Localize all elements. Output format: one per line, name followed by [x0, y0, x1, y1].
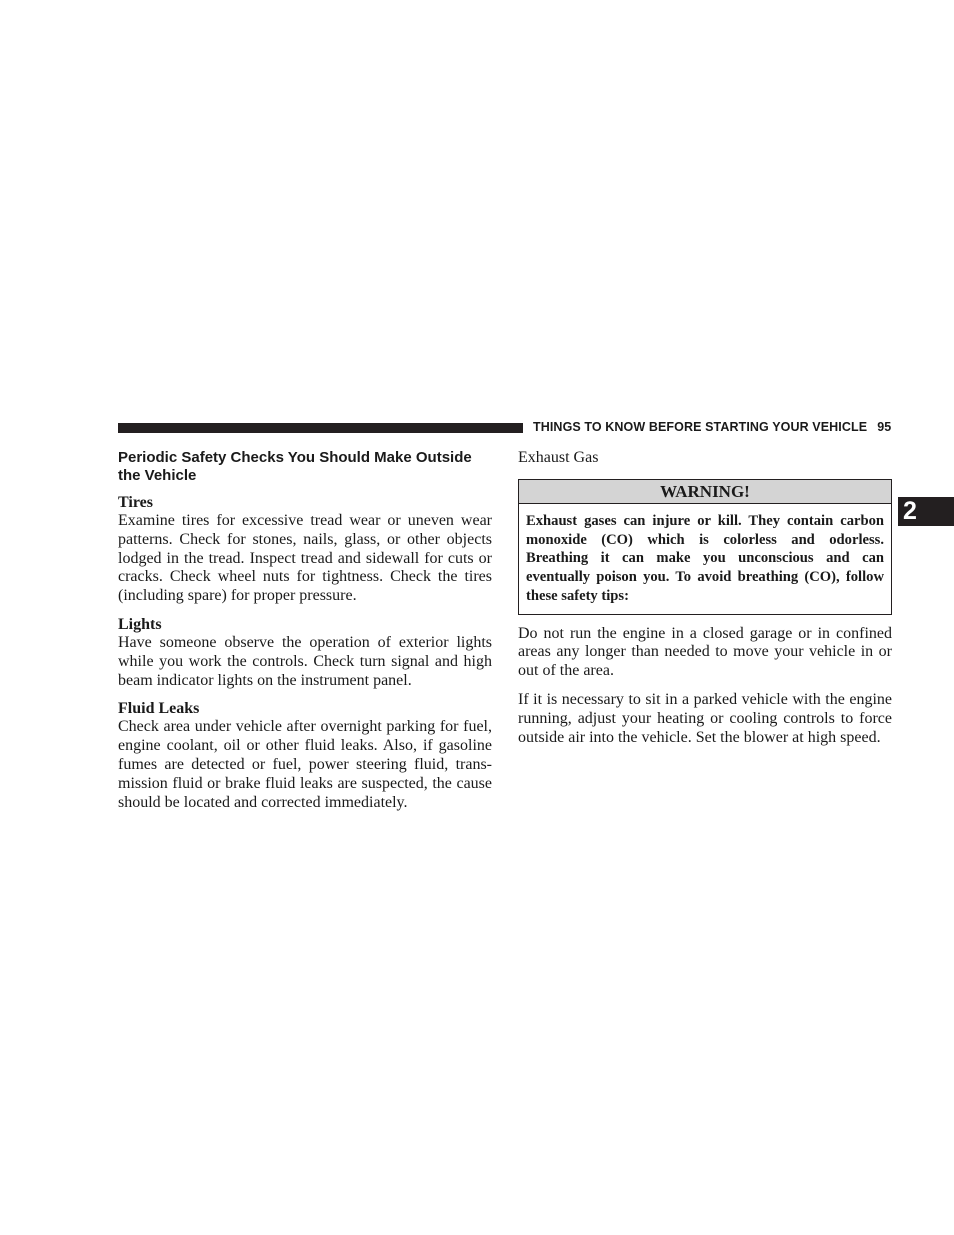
subsection-heading-fluid-leaks: Fluid Leaks [118, 700, 200, 718]
chapter-tab: 2 [898, 497, 954, 526]
left-column [118, 449, 492, 822]
subsection-text-tires: Examine tires for excessive tread wear or uneven wear patterns. Check for stones, nails, glass, or other objects lodged in the tread. Inspect tread and sidewall for cuts or cracks. Check wheel nuts for tightness. Check the tires (including spare) for proper pressure. [118, 512, 492, 605]
exhaust-paragraph-1: Do not run the engine in a closed garage or in confined areas any longer than needed to move your vehicle in or out of the area. [518, 624, 892, 680]
subsection-heading-tires: Tires [118, 494, 153, 511]
chapter-title: THINGS TO KNOW BEFORE STARTING YOUR VEHICLE [533, 420, 868, 434]
page-number: 95 [877, 420, 892, 434]
warning-box [518, 479, 892, 615]
header-rule [118, 423, 523, 433]
warning-title: WARNING! [519, 480, 891, 504]
exhaust-gas-heading: Exhaust Gas [518, 449, 599, 466]
subsection-text-fluid-leaks: Check area under vehicle after overnight parking for fuel, engine coolant, oil or other fluid leaks. Also, if gasoline fumes are detected or fuel, power steering fluid, trans-mission fluid or brake fluid leaks are suspected, the cause should be located and corrected immediately. [118, 718, 492, 811]
exhaust-paragraph-2: If it is necessary to sit in a parked vehicle with the engine running, adjust your heating or cooling controls to force outside air into the vehicle. Set the blower at high speed. [518, 690, 892, 746]
running-header [533, 420, 891, 434]
subsection-heading-lights: Lights [118, 615, 162, 633]
subsection-text-lights: Have someone observe the operation of exterior lights while you work the controls. Check turn signal and high beam indicator lights on the instrument panel. [118, 633, 492, 689]
section-title: Periodic Safety Checks You Should Make Outside the Vehicle [118, 449, 472, 484]
right-column [518, 449, 892, 757]
warning-text: Exhaust gases can injure or kill. They contain carbon monoxide (CO) which is colorless and odorless. Breathing it can make you unconscious and can eventually poison you. To avoid breathing (CO), follow these safety tips: [526, 513, 884, 604]
